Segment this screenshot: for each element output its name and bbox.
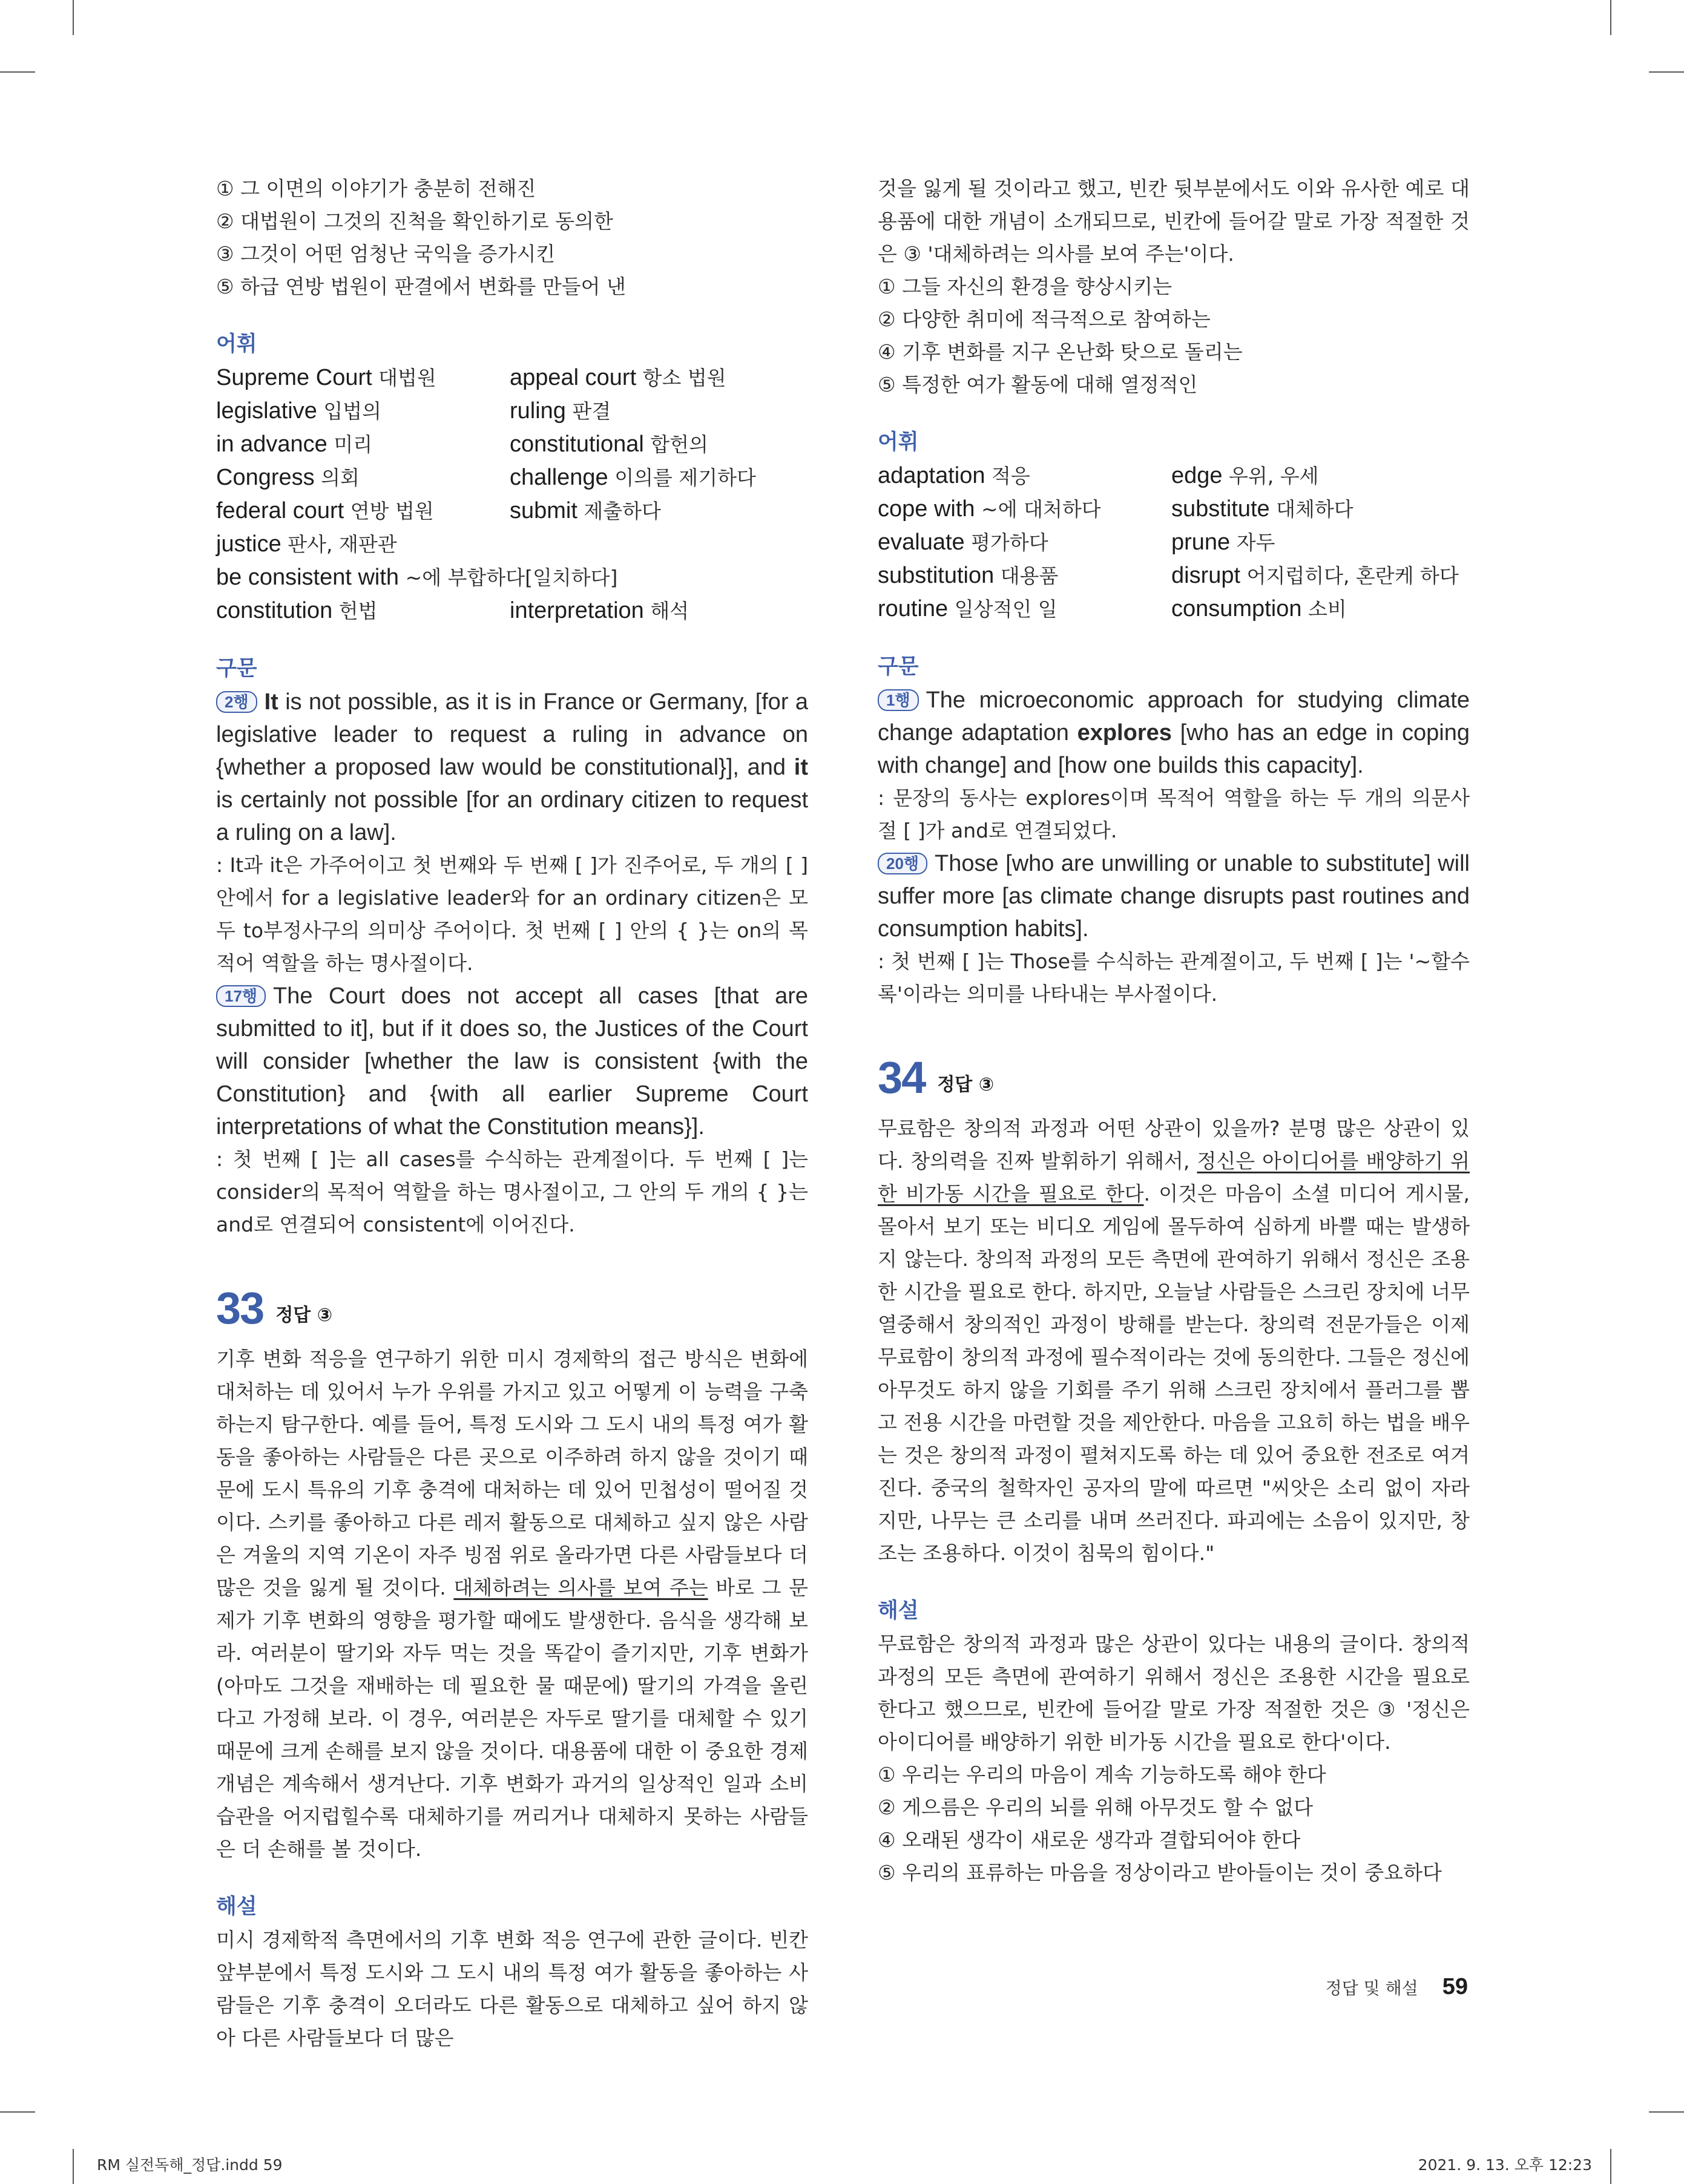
syntax-note-2: : 첫 번째 [ ]는 Those를 수식하는 관계절이고, 두 번째 [ ]는 '~할수록'이라는 의미를 나타내는 부사절이다. [878,949,1470,1006]
line-tag: 20행 [878,853,927,874]
explain-heading: 해설 [878,1599,919,1623]
vocab-item: appeal court 항소 법원 [510,365,726,390]
option: ④ 기후 변화를 지구 온난화 탓으로 돌리는 [878,340,1243,364]
vocab-item: edge 우위, 우세 [1171,463,1319,488]
question-number: 34 [878,1052,926,1103]
vocab-item: evaluate 평가하다 [878,530,1048,555]
q34-explanation: 무료함은 창의적 과정과 많은 상관이 있다는 내용의 글이다. 창의적 과정의 모든 측면에 관여하기 위해서 정신은 조용한 시간을 필요로 한다고 했으므로, 빈칸에 들어갈 말로 가장 적절한 것은 ③ '정신은 아이디어를 배양하기 위한 비가동 시간을 필요로 한다'이다. [878,1632,1470,1754]
option: ⑤ 우리의 표류하는 마음을 정상이라고 받아들이는 것이 중요하다 [878,1861,1442,1884]
q34-options [878,1759,1470,1889]
vocab-item: in advance 미리 [216,431,373,457]
crop-mark-top-left-h [0,71,35,73]
vocab-item: constitutional 합헌의 [510,431,708,457]
vocab-item: challenge 이의를 제기하다 [510,465,756,490]
option: ④ 오래된 생각이 새로운 생각과 결합되어야 한다 [878,1828,1301,1852]
q33-translation: 기후 변화 적응을 연구하기 위한 미시 경제학의 접근 방식은 변화에 대처하는 데 있어서 누가 우위를 가지고 있고 어떻게 이 능력을 구축하는지 탐구한다. 예를 들어, 특정 도시와 그 도시 내의 특정 여가 활동을 좋아하는 사람들은 다른 곳으로 이주하려 하지 않을 것이기 때문에 도시 특유의 기후 충격에 대처하는 데 있어 민첩성이 떨어질 것이다. 스키를 좋아하고 다른 레저 활동으로 대체하고 싶지 않은 사람은 겨울의 지역 기온이 자주 빙점 위로 올라가면 다른 사람들보다 더 많은 것을 잃게 될 것이다. 대체하려는 의사를 보여 주는 바로 그 문제가 기후 변화의 영향을 평가할 때에도 발생한다. 음식을 생각해 보라. 여러분이 딸기와 자두 먹는 것을 똑같이 즐기지만, 기후 변화가 (아마도 그것을 재배하는 데 필요한 물 때문에) 딸기의 가격을 올린다고 가정해 보라. 이 경우, 여러분은 자두로 딸기를 대체할 수 있기 때문에 크게 손해를 보지 않을 것이다. 대용품에 대한 이 중요한 경제 개념은 계속해서 생겨난다. 기후 변화가 과거의 일상적인 일과 소비 습관을 어지럽힐수록 대체하기를 꺼리거나 대체하지 못하는 사람들은 더 손해를 볼 것이다. [216,1347,809,1861]
vocab-item: legislative 입법의 [216,398,382,424]
line-tag: 17행 [216,985,266,1007]
line-tag: 2행 [216,691,257,713]
vocab-list [216,361,808,628]
vocab-item: disrupt 어지럽히다, 혼란케 하다 [1171,563,1459,588]
syntax-note-2: : 첫 번째 [ ]는 all cases를 수식하는 관계절이다. 두 번째 [ ]는 consider의 목적어 역할을 하는 명사절이고, 그 안의 두 개의 { }는 and로 연결되어 consistent에 이어진다. [216,1147,808,1236]
syntax-heading: 구문 [878,655,919,679]
vocab-item: adaptation 적응 [878,463,1030,488]
option: ② 대법원이 그것의 진척을 확인하기로 동의한 [216,209,613,233]
option: ⑤ 특정한 여가 활동에 대해 열정적인 [878,373,1198,396]
question-number: 33 [216,1283,264,1333]
crop-mark-bottom-right [1610,2149,1611,2184]
vocab-item: prune 자두 [1171,530,1275,555]
q32-options [216,172,808,303]
vocab-item: submit 제출하다 [510,498,661,523]
left-column [216,172,808,2054]
q34-translation: 무료함은 창의적 과정과 어떤 상관이 있을까? 분명 많은 상관이 있다. 창의력을 진짜 발휘하기 위해서, 정신은 아이디어를 배양하기 위한 비가동 시간을 필요로 한다. 이것은 마음이 소셜 미디어 게시물, 몰아서 보기 또는 비디오 게임에 몰두하여 심하게 바쁠 때는 발생하지 않는다. 창의적 과정의 모든 측면에 관여하기 위해서 정신은 조용한 시간을 필요로 한다. 하지만, 오늘날 사람들은 스크린 장치에 너무 열중해서 창의적인 과정이 방해를 받는다. 창의력 전문가들은 이제 무료함이 창의적 과정에 필수적이라는 것에 동의한다. 그들은 정신에 아무것도 하지 않을 기회를 주기 위해 스크린 장치에서 플러그를 뽑고 전용 시간을 마련할 것을 제안한다. 마음을 고요히 하는 법을 배우는 것은 창의적 과정이 펼쳐지도록 하는 데 있어 중요한 전조로 여겨진다. 중국의 철학자인 공자의 말에 따르면 "씨앗은 소리 없이 자라지만, 나무는 큰 소리를 내며 쓰러진다. 파괴에는 소음이 있지만, 창조는 조용하다. 이것이 침묵의 힘이다." [878,1117,1470,1565]
q33-explanation: 미시 경제학적 측면에서의 기후 변화 적응 연구에 관한 글이다. 빈칸 앞부분에서 특정 도시와 그 도시 내의 특정 여가 활동을 좋아하는 사람들은 기후 충격이 오더라도 다른 활동으로 대체하고 싶어 하지 않아 다른 사람들보다 더 많은 [216,1928,808,2050]
option: ① 그 이면의 이야기가 충분히 전해진 [216,177,536,200]
print-slug-timestamp: 2021. 9. 13. 오후 12:23 [1418,2156,1592,2174]
syntax-sentence-2: 20행 Those [who are unwilling or unable to substitute] will suffer more [as climate change disrupts past routines and consumption habits]. [878,851,1470,942]
vocab-item: Supreme Court 대법원 [216,365,436,390]
footer-section-label: 정답 및 해설 [1325,1978,1418,1998]
page-number: 59 [1442,1974,1468,1999]
q33-answer-header [216,1283,808,1333]
right-column [878,172,1470,1889]
syntax-sentence-1: 1행 The microeconomic approach for studying climate change adaptation explores [who has an edge in coping with change] and [how one builds this capacity]. [878,687,1470,778]
syntax-note-1: : 문장의 동사는 explores이며 목적어 역할을 하는 두 개의 의문사절 [ ]가 and로 연결되었다. [878,786,1470,842]
vocab-item: substitution 대용품 [878,563,1059,588]
vocab-list [878,459,1470,626]
option: ① 우리는 우리의 마음이 계속 기능하도록 해야 한다 [878,1763,1326,1786]
q33-options [878,271,1470,401]
explain-heading: 해설 [216,1895,257,1919]
vocab-heading: 어휘 [216,332,257,356]
vocab-item: cope with ~에 대처하다 [878,496,1101,522]
vocab-item: constitution 헌법 [216,598,378,623]
vocab-item: be consistent with ~에 부합하다[일치하다] [216,565,618,590]
print-slug-filename: RM 실전독해_정답.indd 59 [97,2156,283,2174]
syntax-note-1: : It과 it은 가주어이고 첫 번째와 두 번째 [ ]가 진주어로, 두 개의 [ ] 안에서 for a legislative leader와 for an ordinary citizen은 모두 to부정사구의 의미상 주어이다. 첫 번째 [ ] 안의 { }는 on의 목적어 역할을 하는 명사절이다. [216,853,808,975]
vocab-item: routine 일상적인 일 [878,596,1057,621]
q34-answer-header [878,1052,1470,1103]
page-footer [1326,1974,1468,2000]
vocab-item: interpretation 해석 [510,598,689,623]
vocab-item: federal court 연방 법원 [216,498,434,523]
crop-mark-top-right-h [1649,71,1684,73]
vocab-item: justice 판사, 재판관 [216,531,397,557]
answer-label: 정답 ③ [275,1305,333,1326]
crop-mark-bottom-right-h [1649,2111,1684,2113]
option: ① 그들 자신의 환경을 향상시키는 [878,275,1172,298]
crop-mark-bottom-left [73,2149,74,2184]
vocab-item: Congress 의회 [216,465,360,490]
vocab-item: substitute 대체하다 [1171,496,1353,522]
syntax-sentence-1: 2행 It is not possible, as it is in France or Germany, [for a legislative leader to request a ruling in advance on {whether a proposed law would be constitutional}], and it is certainly not possible [for an ordinary citizen to request a ruling on a law]. [216,689,808,845]
crop-mark-top-left [73,0,74,35]
line-tag: 1행 [878,689,919,711]
q33-explanation-continued: 것을 잃게 될 것이라고 했고, 빈칸 뒷부분에서도 이와 유사한 예로 대용품에 대한 개념이 소개되므로, 빈칸에 들어갈 말로 가장 적절한 것은 ③ '대체하려는 의사를 보여 주는'이다. [878,177,1470,266]
option: ③ 그것이 어떤 엄청난 국익을 증가시킨 [216,242,556,266]
option: ② 다양한 취미에 적극적으로 참여하는 [878,307,1211,331]
crop-mark-bottom-left-h [0,2111,35,2113]
vocab-heading: 어휘 [878,430,919,454]
option: ② 게으름은 우리의 뇌를 위해 아무것도 할 수 없다 [878,1795,1314,1819]
crop-mark-top-right [1610,0,1611,35]
vocab-item: ruling 판결 [510,398,611,424]
syntax-sentence-2: 17행 The Court does not accept all cases [that are submitted to it], but if it does so, the Justices of the Court will consider [whether the law is consistent {with the Constitution} and {with all earlier Supreme Court interpretations of what the Constitution means}]. [216,983,808,1140]
syntax-heading: 구문 [216,657,257,681]
answer-label: 정답 ③ [937,1074,995,1095]
vocab-item: consumption 소비 [1171,596,1347,621]
option: ⑤ 하급 연방 법원이 판결에서 변화를 만들어 낸 [216,275,626,298]
